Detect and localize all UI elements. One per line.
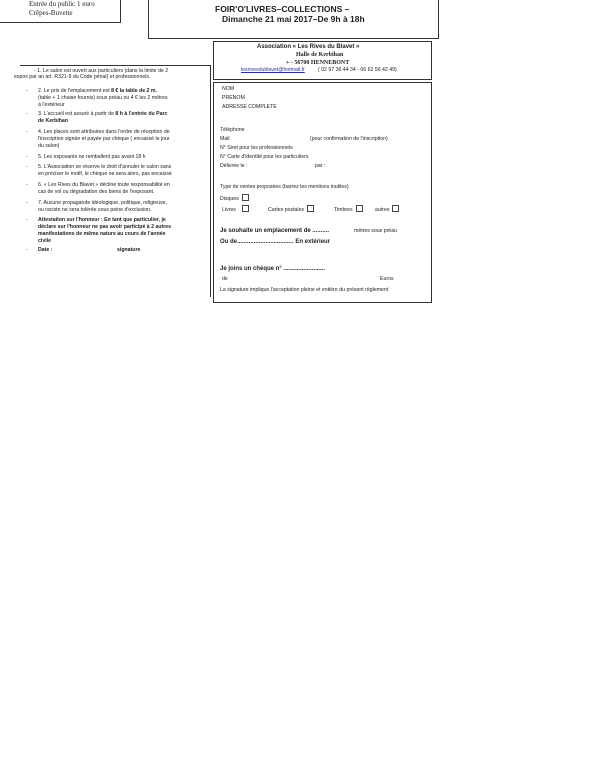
rule-dash: -: [26, 182, 28, 188]
assoc-box-top-border: [213, 41, 432, 42]
cheque-de: de: [222, 276, 228, 282]
checkbox-timbres[interactable]: [356, 205, 363, 212]
attestation-line-2: déclare sur l'honneur ne pas avoir participé à 2 autres: [38, 224, 171, 230]
rule-dash: -: [26, 164, 28, 170]
rule-8-line-1: 7. Aucune propagande idéologique, politique, religieuse,: [38, 200, 167, 206]
signature-label: signature: [117, 247, 141, 253]
rule-dash: -: [26, 111, 28, 117]
date-label: Date :: [38, 247, 53, 253]
header-box-right-border: [438, 0, 439, 38]
assoc-box-left-border: [213, 41, 214, 79]
form-box-left-border: [213, 82, 214, 302]
rule-7-line-2: cas de vol ou dégradation des biens de l'exposant.: [38, 189, 155, 195]
assoc-box-bottom-border: [213, 79, 432, 80]
rule-7-line-1: 6. « Les Rives du Blavet » décline toute responsabilité en: [38, 182, 170, 188]
form-box-bottom-border: [213, 302, 432, 303]
option-autres: autres: [375, 205, 399, 213]
rule-6-line-1: 5. L'Association se réserve le droit d'annuler le salon sans: [38, 164, 172, 170]
rules-box-top-border: [20, 65, 210, 66]
option-timbres: Timbres: [334, 205, 363, 213]
checkbox-disques[interactable]: [242, 194, 249, 201]
checkbox-cartes-postales[interactable]: [307, 205, 314, 212]
event-title: FOIR'O'LIVRES–COLLECTIONS –: [215, 4, 350, 14]
rule-dash: -: [26, 88, 28, 94]
space-request-suffix: mètres sous préau: [354, 228, 397, 234]
attestation-line-4: civile: [38, 238, 51, 244]
rule-4-line-3: du salon): [38, 143, 60, 149]
header-box-left-border: [148, 0, 149, 38]
checkbox-livres[interactable]: [242, 205, 249, 212]
checkbox-autres[interactable]: [392, 205, 399, 212]
association-phones: ( 02 97 36 44 34 - 06 62 56 42 49): [318, 67, 397, 73]
field-telephone: Téléphone: [220, 127, 245, 133]
form-box-top-border: [213, 82, 432, 83]
rule-1-line-1: - 1. Le salon est ouvert aux particuliers (dans la limite de 2: [34, 68, 169, 74]
space-outdoor: Ou de.................................. En extérieur: [220, 239, 331, 245]
rule-3-line-1: 3. L'accueil est assuré à partir de 8 h à l'entrée du Parc: [38, 111, 168, 117]
rule-5: 5. Les exposants ne remballent pas avant 18 h: [38, 154, 146, 160]
rule-dash: -: [26, 154, 28, 160]
form-box-right-border: [431, 82, 432, 302]
field-siret: N° Siret pour les professionnels: [220, 145, 293, 151]
rule-4-line-1: 4. Les places sont attribuées dans l'ordre de réception de: [38, 129, 170, 135]
option-livres: Livres: [222, 205, 249, 213]
association-name: Association « Les Rives du Blavet »: [257, 44, 360, 50]
rule-2-line-2: (table + 1 chaise fournis) sous préau ou 4 € les 2 mètres: [38, 95, 168, 101]
rule-dash: -: [26, 247, 28, 253]
rule-2-line-1: 2. Le prix de l'emplacement est 8 € la table de 2 m.: [38, 88, 157, 94]
rule-dash: -: [26, 217, 28, 223]
sale-types-label: Type de ventes proposées (barrez les mentions inutiles): [220, 184, 349, 190]
field-prenom: PRENOM: [222, 95, 245, 101]
signature-acceptance-note: La signature implique l'acceptation pleine et entière du présent règlement: [220, 287, 389, 293]
left-box-right-border: [120, 0, 121, 22]
rule-6-line-2: en préciser le motif, le chèque ne sera alors, pas encaissé: [38, 171, 172, 177]
rule-4-line-2: l'inscription signée et payée par chèque ( encaissé le jour: [38, 136, 170, 142]
assoc-box-right-border: [431, 41, 432, 79]
field-adresse: ADRESSE COMPLETE: [222, 104, 277, 110]
space-request: Je souhaite un emplacement de ..........: [220, 228, 330, 234]
field-par: par :: [315, 163, 326, 169]
association-email-link[interactable]: lesrivesdublavet@hotmail.fr: [241, 67, 305, 73]
rule-8-line-2: ou raciste ne sera tolérée sous peine d'exclusion.: [38, 207, 152, 213]
association-venue: Halle de Kerbihan: [296, 52, 344, 58]
event-date: Dimanche 21 mai 2017–De 9h à 18h: [222, 14, 365, 24]
option-disques: Disques: [220, 194, 249, 202]
left-box-bottom-border: [0, 22, 121, 23]
rule-2-line-3: à l'extérieur: [38, 102, 65, 108]
rule-dash: -: [26, 129, 28, 135]
attestation-line-3: manifestations de même nature au cours de l'année: [38, 231, 166, 237]
cheque-line: Je joins un chèque n° .........................: [220, 266, 326, 272]
attestation-line-1: Attestation sur l'honneur : En tant que particulier, je: [38, 217, 166, 223]
association-address: + - 56700 HENNEBONT: [286, 60, 350, 66]
field-mail-note: (pour confirmation de l'inscription): [310, 136, 388, 142]
rule-3-line-2: de Kerbihan: [38, 118, 68, 124]
cheque-euros: Euros: [380, 276, 394, 282]
field-delivree: Délivrée le :: [220, 163, 248, 169]
header-box-bottom-border: [148, 38, 439, 39]
rules-box-right-border: [210, 65, 211, 297]
rule-dash: -: [26, 200, 28, 206]
option-cartes-postales: Cartes postales: [268, 205, 314, 213]
field-carte-identite: N° Carte d'identité pour les particuliers: [220, 154, 309, 160]
food-drink-text: Crêpes-Buvette: [29, 9, 73, 17]
field-mail: Mail: [220, 136, 230, 142]
public-entry-text: Entrée du public 1 euro: [29, 0, 95, 8]
rule-1-line-2: expos par an art. R321-9 du Code pénal) et professionnels.: [14, 74, 151, 80]
field-nom: NOM: [222, 86, 235, 92]
